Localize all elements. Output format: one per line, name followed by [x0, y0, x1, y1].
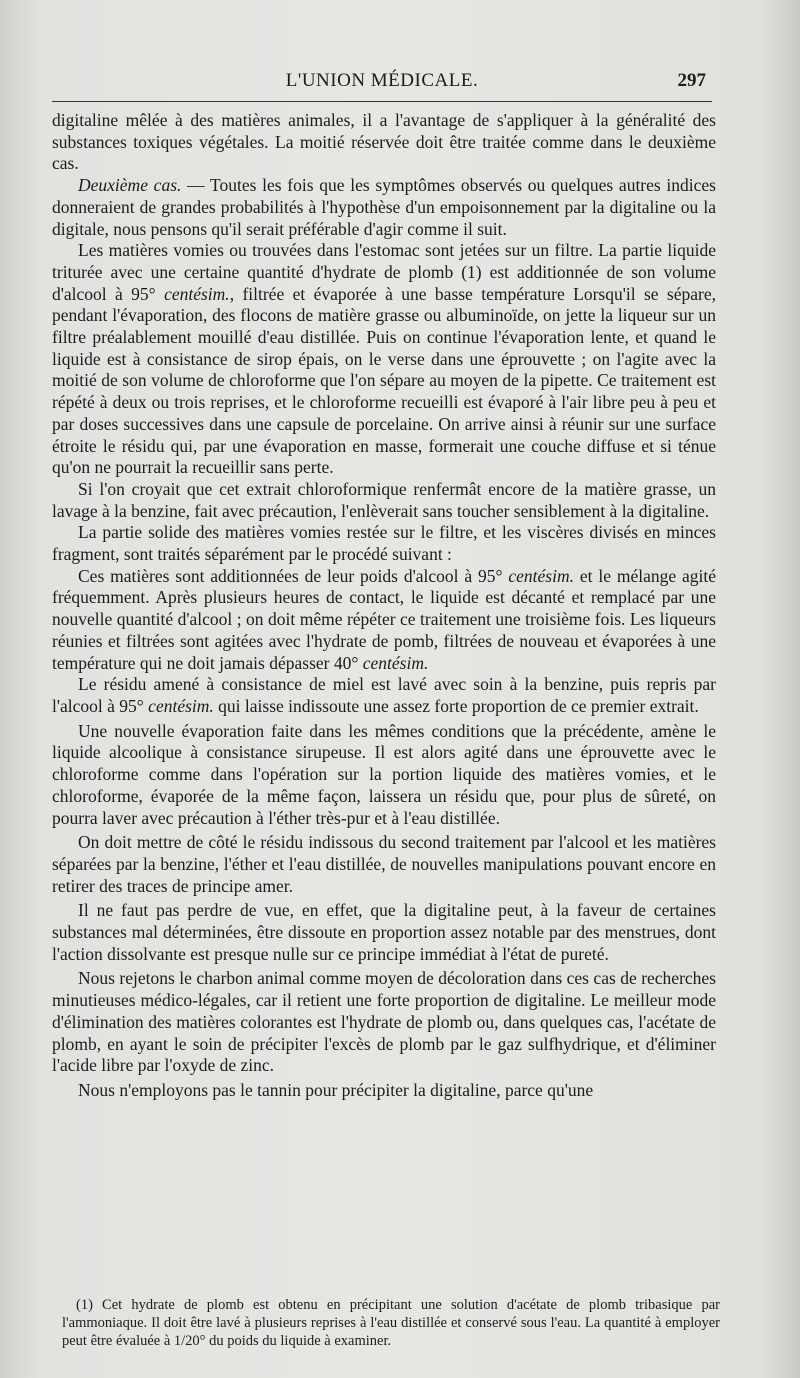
paragraph: Nous rejetons le charbon animal comme moyen de décoloration dans ces cas de recherches minutieuses médico-légales, car il retient une forte proportion de digitaline. Le meilleur mode d'élimination des matières colorantes est l'hydrate de plomb ou, dans quelques cas, l'acétate de plomb, en ayant le soin de précipiter l'excès de plomb par le gaz sulfhydrique, et d'éliminer l'acide libre par l'oxyde de zinc. — [52, 968, 716, 1076]
paragraph: Ces matières sont additionnées de leur poids d'alcool à 95° centésim. et le mélange agité fréquemment. Après plusieurs heures de contact, le liquide est décanté et remplacé par une nouvelle quantité d'alcool ; on doit même répéter ce traitement une troisième fois. Les liqueurs réunies et filtrées sont agitées avec l'hydrate de pomb, filtrées de nouveau et évaporées à une température qui ne doit jamais dépasser 40° centésim. — [52, 565, 716, 673]
paragraph: Les matières vomies ou trouvées dans l'estomac sont jetées sur un filtre. La partie liquide triturée avec une certaine quantité d'hydrate de plomb (1) est additionnée de son volume d'alcool à 95° centésim., filtrée et évaporée à une basse température Lorsqu'il se sépare, pendant l'évaporation, des flocons de matière grasse ou albuminoïde, on jette la liqueur sur un filtre préalablement mouillé d'eau distillée. Puis on continue l'évaporation lente, et quand le liquide est à consistance de sirop épais, on le verse dans une éprouvette ; on l'agite avec la moitié de son volume de chloroforme que l'on sépare au moyen de la pipette. Ce traitement est répété à deux ou trois reprises, et le chloroforme recueilli est évaporé à l'air libre peu à peu et par doses successives dans une capsule de porcelaine. On arrive ainsi à réunir sur une surface étroite le résidu qui, par une évaporation en masse, formerait une couche diffuse et si ténue qu'on ne pourrait la recueillir sans perte. — [52, 240, 716, 478]
running-title: L'UNION MÉDICALE. — [285, 70, 479, 91]
page-number: 297 — [677, 70, 706, 91]
case-heading: Deuxième cas. — [78, 175, 182, 196]
paragraph: Deuxième cas. — Toutes les fois que les symptômes observés ou quelques autres indices donneraient de grandes probabilités à l'hypothèse d'un empoisonnement par la digitaline ou la digitale, nous pensons qu'il serait préférable d'agir comme il suit. — [52, 175, 716, 239]
paragraph: Il ne faut pas perdre de vue, en effet, que la digitaline peut, à la faveur de certaines substances mal déterminées, être dissoute en proportion assez notable par des menstrues, dont l'action dissolvante est presque nulle sur ce principe immédiat à l'état de pureté. — [52, 900, 716, 964]
footnote: (1) Cet hydrate de plomb est obtenu en précipitant une solution d'acétate de plomb tribasique par l'ammoniaque. Il doit être lavé à plusieurs reprises à l'eau distillée et conservé sous l'eau. La quantité à employer peut être évaluée à 1/20° du poids du liquide à examiner. — [62, 1297, 720, 1349]
footnotes — [62, 1296, 720, 1350]
page-header — [52, 70, 712, 100]
paragraph: Une nouvelle évaporation faite dans les mêmes conditions que la précédente, amène le liquide alcoolique à consistance sirupeuse. Il est alors agité dans une éprouvette avec le chloroforme comme dans l'opération sur la portion liquide des matières vomies, et le chloroforme, évaporée de la même façon, laissera un résidu que, pour plus de sûreté, on pourra laver avec précaution à l'éther très-pur et à l'eau distillée. — [52, 720, 716, 828]
paragraph: Nous n'employons pas le tannin pour précipiter la digitaline, parce qu'une — [78, 1079, 594, 1100]
paragraph: Le résidu amené à consistance de miel est lavé avec soin à la benzine, puis repris par l'alcool à 95° centésim. qui laisse indissoute une assez forte proportion de ce premier extrait. — [52, 674, 716, 716]
paragraph: Si l'on croyait que cet extrait chloroformique renfermât encore de la matière grasse, un lavage à la benzine, fait avec précaution, l'enlèverait sans toucher sensiblement à la digitaline. — [52, 478, 716, 521]
paragraph: La partie solide des matières vomies restée sur le filtre, et les viscères divisés en minces fragment, sont traités séparément par le procédé suivant : — [52, 522, 716, 565]
paragraph: On doit mettre de côté le résidu indissous du second traitement par l'alcool et les matières séparées par la benzine, l'éther et l'eau distillée, de nouvelles manipulations pouvant encore en retirer des traces de principe amer. — [52, 832, 716, 896]
header-rule — [52, 101, 712, 102]
body-text — [52, 110, 716, 1102]
paragraph: digitaline mêlée à des matières animales, il a l'avantage de s'appliquer à la généralité des substances toxiques végétales. La moitié réservée doit être traitée comme dans le deuxième cas. — [52, 110, 716, 174]
